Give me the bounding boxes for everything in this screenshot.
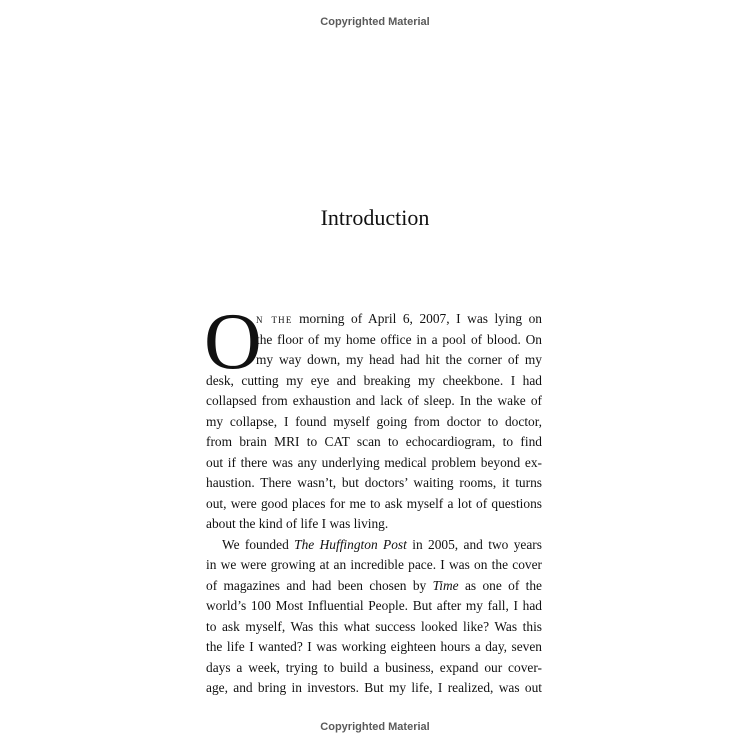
body-line: age, and bring in investors. But my life, I realized, was out <box>206 680 542 695</box>
copyright-watermark-bottom: Copyrighted Material <box>320 721 430 733</box>
chapter-title: Introduction <box>320 205 430 230</box>
body-line: the life I wanted? I was working eighteen hours a day, seven <box>206 639 542 654</box>
body-line: out if there was any underlying medical problem beyond ex- <box>206 454 542 470</box>
body-line: to ask myself, Was this what success looked like? Was this <box>206 618 542 634</box>
body-line: of magazines and had been chosen by Time as one of the <box>206 577 542 593</box>
body-line: world’s 100 Most Influential People. But after my fall, I had <box>206 598 542 613</box>
body-line: the floor of my home office in a pool of blood. On <box>256 331 542 347</box>
publication-title: The Huffington Post <box>294 536 407 552</box>
body-text <box>204 298 542 699</box>
drop-cap: O <box>204 298 262 386</box>
body-line: days a week, trying to build a business, expand our cover- <box>206 659 542 675</box>
body-line: about the kind of life I was living. <box>206 516 389 531</box>
body-line: n the morning of April 6, 2007, I was lying on <box>256 311 542 326</box>
body-line: haustion. There wasn’t, but doctors’ waiting rooms, it turns <box>206 475 542 490</box>
body-line: my way down, my head had hit the corner of my <box>256 352 542 367</box>
opening-small-caps: n the <box>256 311 293 326</box>
body-line: my collapse, I found myself going from doctor to doctor, <box>206 413 542 429</box>
magazine-title: Time <box>432 577 459 593</box>
body-line: We founded The Huffington Post in 2005, and two years <box>222 536 542 552</box>
body-line: desk, cutting my eye and breaking my cheekbone. I had <box>206 372 542 388</box>
body-line: in we were growing at an incredible pace. I was on the cover <box>206 557 542 572</box>
body-line: from brain MRI to CAT scan to echocardiogram, to find <box>206 434 542 449</box>
body-line: out, were good places for me to ask myself a lot of questions <box>206 495 542 511</box>
body-line: collapsed from exhaustion and lack of sleep. In the wake of <box>206 393 542 408</box>
copyright-watermark-top: Copyrighted Material <box>320 16 430 28</box>
